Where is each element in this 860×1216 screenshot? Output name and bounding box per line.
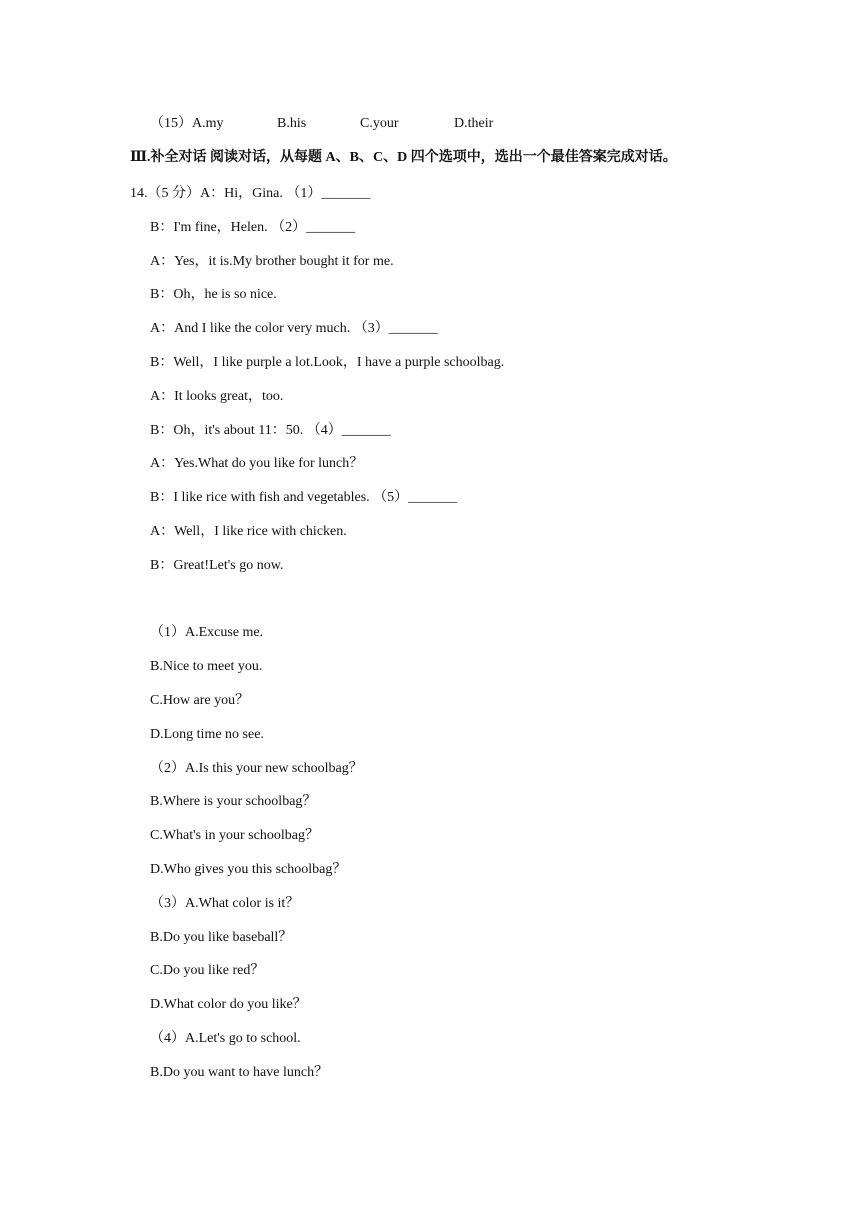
dialogue-line: B：Oh，it's about 11：50. （4）_______ [150,423,391,438]
question-option: C.Do you like red？ [150,963,265,978]
question-option: D.Long time no see. [150,727,264,742]
question-option: （4）A.Let's go to school. [150,1031,301,1046]
question-option: B.Do you want to have lunch？ [150,1065,329,1080]
question-option: C.How are you？ [150,693,250,708]
dialogue-line: B：Great!Let's go now. [150,558,284,573]
dialogue-line: A：Yes.What do you like for lunch？ [150,456,364,471]
dialogue-line: B：I like rice with fish and vegetables. （5）_______ [150,490,458,505]
question-option: D.Who gives you this schoolbag？ [150,862,347,877]
dialogue-line: B：Oh，he is so nice. [150,287,277,302]
question-option: （1）A.Excuse me. [150,625,264,640]
dialogue-line: A：Yes，it is.My brother bought it for me. [150,254,394,269]
question-option: （2）A.Is this your new schoolbag？ [150,761,363,776]
question-option: B.Do you like baseball？ [150,930,293,945]
dialogue-line: B：I'm fine，Helen. （2）_______ [150,220,356,235]
question-option: B.Nice to meet you. [150,659,263,674]
dialogue-line: B：Well，I like purple a lot.Look，I have a purple schoolbag. [150,355,505,370]
dialogue-line: A：It looks great，too. [150,389,284,404]
dialogue-line: A：Well，I like rice with chicken. [150,524,347,539]
question-option: D.What color do you like？ [150,997,307,1012]
q15-option-b: B.his [277,116,307,131]
dialogue-line: 14.（5 分）A：Hi，Gina. （1）_______ [130,186,371,201]
q15-option-a: （15）A.my [150,116,224,131]
q15-option-c: C.your [360,116,399,131]
question-option: B.Where is your schoolbag？ [150,794,317,809]
question-option: （3）A.What color is it？ [150,896,300,911]
question-option: C.What's in your schoolbag？ [150,828,319,843]
section-heading: Ⅲ.补全对话 阅读对话，从每题 A、B、C、D 四个选项中，选出一个最佳答案完成对话。 [130,150,677,165]
dialogue-line: A：And I like the color very much. （3）_______ [150,321,438,336]
q15-option-d: D.their [454,116,494,131]
